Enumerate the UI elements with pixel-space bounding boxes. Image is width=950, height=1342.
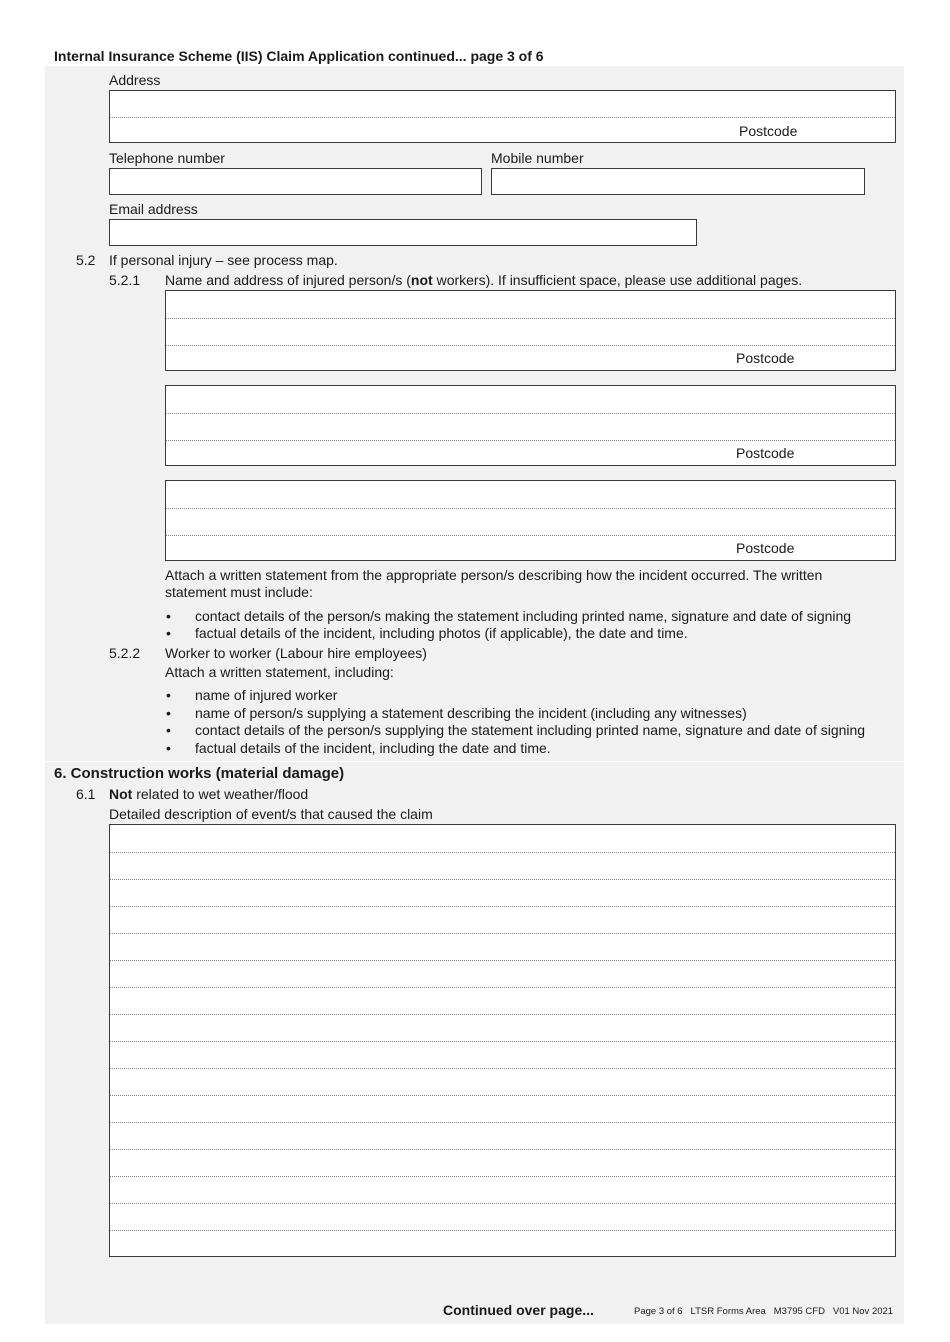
field-divider [166,535,895,536]
attach-statement-line-2: statement must include: [165,584,313,600]
section-6-1-text [109,786,308,802]
field-divider [166,508,895,509]
text-segment: related to wet weather/flood [132,786,309,802]
bullet-icon: • [166,625,171,641]
ruled-line [110,1095,895,1096]
ruled-line [110,1014,895,1015]
field-divider [110,117,895,118]
email-field[interactable] [109,219,697,246]
address-field[interactable] [109,90,896,143]
bullet-icon: • [166,687,171,703]
mobile-label: Mobile number [491,150,584,166]
injured-person-field-2[interactable] [165,385,896,466]
injured-person-field-3[interactable] [165,480,896,561]
field-divider [166,413,895,414]
field-divider [166,318,895,319]
footer-meta: Page 3 of 6 LTSR Forms Area M3795 CFD V01 Nov 2021 [634,1306,894,1317]
description-field[interactable] [109,824,896,1257]
injured-person-field-1[interactable] [165,290,896,371]
section-5-2-1-text [165,272,802,288]
section-5-2-text: If personal injury – see process map. [109,252,338,268]
telephone-field[interactable] [109,168,482,195]
ruled-line [110,987,895,988]
ruled-line [110,1230,895,1231]
bullet-icon: • [166,705,171,721]
email-label: Email address [109,201,198,217]
field-divider [166,345,895,346]
section-6-title: 6. Construction works (material damage) [54,765,345,782]
bullet-icon: • [166,722,171,738]
section-5-2-2-text: Worker to worker (Labour hire employees) [165,645,427,661]
bullet-icon: • [166,608,171,624]
postcode-label: Postcode [736,350,795,366]
ruled-line [110,1149,895,1150]
ruled-line [110,1203,895,1204]
description-label: Detailed description of event/s that caused the claim [109,806,433,822]
field-divider [166,440,895,441]
emphasis-not: Not [109,786,133,802]
section-number-5-2: 5.2 [76,252,96,268]
ruled-line [110,1068,895,1069]
ruled-line [110,1176,895,1177]
continued-over-page: Continued over page... [443,1302,594,1318]
postcode-label: Postcode [739,123,798,139]
emphasis-not: not [410,272,433,288]
bullet-text: contact details of the person/s making the statement including printed name, signature and date of signing [195,608,852,624]
bullet-icon: • [166,740,171,756]
attach-statement-line-1: Attach a written statement from the appropriate person/s describing how the incident occurred. The written [165,567,823,583]
ruled-line [110,906,895,907]
bullet-text: contact details of the person/s supplying the statement including printed name, signature and date of signing [195,722,866,738]
ruled-line [110,933,895,934]
postcode-label: Postcode [736,540,795,556]
address-label: Address [109,72,161,88]
section-5-2-2-attach: Attach a written statement, including: [165,664,394,680]
page-header-title: Internal Insurance Scheme (IIS) Claim Application continued... page 3 of 6 [54,48,544,64]
section-number-5-2-2: 5.2.2 [109,645,141,661]
bullet-text: factual details of the incident, including the date and time. [195,740,551,756]
ruled-line [110,960,895,961]
ruled-line [110,1122,895,1123]
bullet-text: name of injured worker [195,687,338,703]
text-segment: workers). If insufficient space, please use additional pages. [432,272,803,288]
ruled-line [110,852,895,853]
ruled-line [110,879,895,880]
text-segment: Name and address of injured person/s ( [165,272,411,288]
section-number-5-2-1: 5.2.1 [109,272,141,288]
telephone-label: Telephone number [109,150,225,166]
section-number-6-1: 6.1 [76,786,96,802]
bullet-text: factual details of the incident, including photos (if applicable), the date and time. [195,625,688,641]
ruled-line [110,1041,895,1042]
mobile-field[interactable] [491,168,865,195]
bullet-text: name of person/s supplying a statement describing the incident (including any witnesses) [195,705,747,721]
postcode-label: Postcode [736,445,795,461]
